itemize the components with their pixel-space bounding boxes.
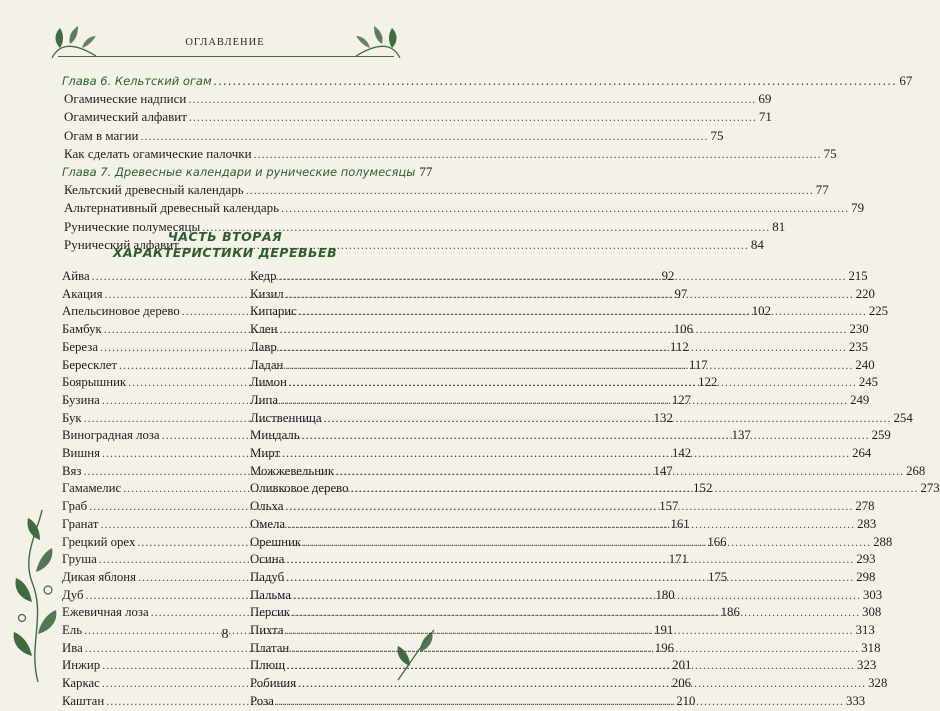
toc-entry-page: 318 bbox=[861, 640, 881, 655]
toc-entry-title: Мирт bbox=[250, 446, 281, 461]
toc-entry-title: Глава 6. Кельтский огам bbox=[62, 74, 212, 88]
toc-entry-title: Клен bbox=[250, 322, 278, 337]
dot-leader bbox=[287, 516, 855, 534]
toc-entry-page: 79 bbox=[851, 200, 865, 216]
toc-entry-page: 112 bbox=[670, 339, 689, 354]
toc-entry-title: Осина bbox=[250, 552, 285, 567]
toc-entry-title: Огам в магии bbox=[64, 127, 139, 143]
dot-leader bbox=[281, 200, 849, 217]
toc-entry-page: 225 bbox=[868, 304, 889, 319]
toc-entry-title: Вишня bbox=[62, 446, 100, 461]
toc-entry-title: Рунический алфавит bbox=[64, 236, 179, 252]
toc-entry-title: Граб bbox=[62, 499, 88, 514]
toc-entry-page: 288 bbox=[873, 534, 893, 549]
toc-entry-page: 77 bbox=[815, 182, 829, 198]
toc-entry bbox=[62, 181, 829, 199]
toc-entry bbox=[62, 145, 837, 163]
toc-entry-page: 323 bbox=[857, 658, 877, 673]
toc-entry-page: 71 bbox=[758, 109, 772, 125]
toc-entry-page: 254 bbox=[893, 410, 913, 425]
toc-entry-title: Лимон bbox=[250, 375, 287, 390]
toc-entry-title: Боярышник bbox=[62, 375, 127, 390]
toc-entry bbox=[62, 108, 772, 126]
dot-leader bbox=[285, 498, 853, 516]
toc-entry-page: 298 bbox=[856, 569, 876, 584]
dot-leader bbox=[351, 480, 919, 498]
toc-entry-page: 117 bbox=[688, 357, 708, 372]
toc-entry-title: Ива bbox=[62, 640, 83, 655]
page-header-title: ОГЛАВЛЕНИЕ bbox=[185, 37, 265, 48]
toc-entry-title: Гранат bbox=[62, 516, 99, 531]
toc-entry-page: 180 bbox=[655, 587, 675, 602]
toc-entry-page: 206 bbox=[671, 676, 692, 691]
dot-leader bbox=[292, 604, 860, 622]
toc-entry-title: Плющ bbox=[250, 658, 286, 673]
toc-entry-page: 249 bbox=[850, 392, 870, 407]
part-subheading: ХАРАКТЕРИСТИКИ ДЕРЕВЬЕВ bbox=[112, 245, 338, 260]
dot-leader bbox=[141, 128, 709, 145]
toc-entry-title: Бересклет bbox=[62, 357, 117, 372]
toc-entry-title: Кельтский древесный календарь bbox=[64, 182, 244, 198]
toc-entry-title: Миндаль bbox=[250, 428, 300, 443]
toc-entry-title: Как сделать огамические палочки bbox=[64, 145, 252, 161]
toc-entry-title: Каркас bbox=[62, 676, 100, 691]
toc-entry-page: 127 bbox=[671, 392, 692, 407]
toc-entry-page: 268 bbox=[906, 463, 926, 478]
toc-entry-page: 132 bbox=[653, 410, 673, 425]
dot-leader bbox=[324, 410, 892, 428]
toc-entry-title: Кедр bbox=[250, 269, 277, 283]
toc-entry bbox=[62, 90, 772, 108]
toc-entry-title: Виноградная лоза bbox=[62, 428, 160, 443]
toc-entry-page: 293 bbox=[856, 552, 876, 567]
toc-entry-title: Падуб bbox=[250, 569, 285, 584]
toc-entry-page: 75 bbox=[710, 127, 724, 143]
toc-entry-title: Огамические надписи bbox=[64, 91, 187, 107]
toc-entry-page: 210 bbox=[676, 693, 696, 708]
toc-entry-page: 264 bbox=[852, 446, 872, 461]
toc-entry-page: 84 bbox=[750, 236, 764, 252]
toc-entry-title: Бук bbox=[62, 410, 82, 425]
dot-leader bbox=[279, 339, 847, 357]
toc-entry-page: 81 bbox=[772, 218, 786, 234]
toc-entry-page: 77 bbox=[419, 164, 433, 180]
toc-entry-page: 313 bbox=[855, 623, 875, 638]
dot-leader bbox=[279, 321, 847, 339]
dot-leader bbox=[282, 445, 850, 463]
toc-entry-title: Можжевельник bbox=[250, 463, 335, 478]
toc-entry-title: Инжир bbox=[62, 658, 101, 673]
toc-entry-title: Ежевичная лоза bbox=[62, 605, 149, 620]
toc-entry-page: 171 bbox=[668, 552, 688, 567]
dot-leader bbox=[293, 587, 861, 605]
toc-entry-page: 240 bbox=[855, 357, 875, 372]
page-number: 8 bbox=[221, 627, 229, 642]
toc-entry-page: 278 bbox=[855, 499, 875, 514]
toc-entry-page: 273 bbox=[920, 481, 940, 496]
dot-leader bbox=[287, 657, 855, 675]
toc-entry-page: 102 bbox=[751, 304, 771, 319]
toc-entry-page: 106 bbox=[673, 322, 693, 337]
toc-entry-title: Персик bbox=[250, 605, 291, 620]
toc-entry-page: 259 bbox=[871, 428, 891, 443]
toc-entry-title: Ольха bbox=[250, 499, 284, 514]
toc-entry-title: Лиственница bbox=[250, 410, 322, 425]
toc-entry-page: 97 bbox=[674, 286, 688, 301]
dot-leader bbox=[285, 357, 853, 375]
toc-entry-title: Вяз bbox=[62, 463, 82, 478]
toc-entry-page: 201 bbox=[672, 658, 692, 673]
dot-leader bbox=[286, 286, 854, 304]
part-heading: ЧАСТЬ ВТОРАЯ bbox=[167, 229, 283, 244]
toc-entry-title: Платан bbox=[250, 640, 290, 655]
dot-leader bbox=[303, 534, 871, 552]
toc-entry bbox=[62, 127, 724, 145]
toc-entry-page: 161 bbox=[670, 516, 690, 531]
toc-entry-title: Лавр bbox=[250, 339, 277, 354]
toc-entry-page: 283 bbox=[857, 516, 877, 531]
dot-leader bbox=[214, 73, 898, 90]
toc-chapter-entry bbox=[62, 163, 433, 181]
toc-entry-page: 245 bbox=[858, 375, 879, 390]
toc-entry-page: 235 bbox=[848, 339, 869, 354]
toc-entry bbox=[62, 199, 865, 217]
toc-entry-page: 308 bbox=[862, 605, 882, 620]
toc-entry-title: Ель bbox=[62, 623, 83, 638]
dot-leader bbox=[298, 675, 866, 693]
toc-entry-page: 122 bbox=[698, 375, 718, 390]
toc-entry-title: Орешник bbox=[250, 534, 302, 549]
toc-entry-page: 186 bbox=[720, 605, 740, 620]
toc-chapter-entry bbox=[62, 72, 913, 90]
dot-leader bbox=[246, 182, 814, 199]
dot-leader bbox=[302, 427, 870, 445]
toc-entry-page: 69 bbox=[758, 91, 772, 107]
chapter-toc bbox=[62, 72, 913, 254]
toc-entry-page: 67 bbox=[899, 73, 913, 88]
toc-entry-title: Кизил bbox=[250, 286, 284, 301]
header-divider bbox=[58, 56, 394, 57]
toc-entry-title: Дикая яблоня bbox=[62, 569, 136, 584]
dot-leader bbox=[278, 268, 846, 286]
toc-entry-title: Береза bbox=[62, 339, 98, 354]
toc-entry-page: 175 bbox=[707, 569, 728, 584]
toc-entry-title: Гамамелис bbox=[62, 481, 122, 496]
toc-entry-title: Каштан bbox=[62, 693, 105, 708]
toc-entry-title: Огамический алфавит bbox=[64, 109, 187, 125]
toc-entry-title: Оливковое дерево bbox=[250, 481, 349, 496]
toc-entry-title: Рунические полумесяцы bbox=[64, 218, 201, 234]
toc-entry-title: Бузина bbox=[62, 392, 100, 407]
dot-leader bbox=[280, 392, 848, 410]
toc-entry-page: 152 bbox=[693, 481, 713, 496]
toc-entry-page: 220 bbox=[855, 286, 875, 301]
dot-leader bbox=[286, 551, 854, 569]
toc-entry-page: 166 bbox=[707, 534, 727, 549]
toc-entry-page: 328 bbox=[868, 676, 888, 691]
toc-entry-title: Акация bbox=[62, 286, 103, 301]
dot-leader bbox=[336, 463, 904, 481]
toc-entry-page: 142 bbox=[671, 446, 692, 461]
toc-entry-title: Липа bbox=[250, 392, 279, 407]
dot-leader bbox=[299, 303, 867, 321]
toc-entry-page: 157 bbox=[659, 499, 679, 514]
toc-entry-page: 303 bbox=[862, 587, 883, 602]
toc-entry-title: Апельсиновое дерево bbox=[62, 304, 180, 319]
toc-entry-page: 196 bbox=[654, 640, 674, 655]
toc-entry-title: Робиния bbox=[250, 676, 297, 691]
dot-leader bbox=[286, 569, 854, 587]
toc-entry-title: Ладан bbox=[250, 357, 284, 372]
toc-entry-page: 137 bbox=[731, 428, 751, 443]
toc-entry-page: 75 bbox=[823, 145, 837, 161]
dot-leader bbox=[188, 91, 756, 108]
toc-entry-title: Альтернативный древесный календарь bbox=[64, 200, 280, 216]
toc-entry-title: Омела bbox=[250, 516, 286, 531]
toc-entry-title: Пальма bbox=[250, 587, 291, 602]
toc-entry-page: 333 bbox=[845, 693, 866, 708]
toc-entry-title: Пихта bbox=[250, 623, 284, 638]
toc-entry-title: Бамбук bbox=[62, 322, 102, 337]
toc-entry-page: 191 bbox=[654, 623, 674, 638]
dot-leader bbox=[276, 693, 844, 711]
toc-entry-title: Дуб bbox=[62, 587, 84, 602]
toc-entry-page: 92 bbox=[661, 269, 675, 283]
toc-entry-title: Роза bbox=[250, 693, 274, 708]
dot-leader bbox=[254, 146, 822, 163]
toc-entry-title: Кипарис bbox=[250, 304, 297, 319]
vine-ornament-icon bbox=[8, 506, 64, 684]
toc-entry-page: 230 bbox=[849, 322, 869, 337]
toc-entry-page: 215 bbox=[848, 269, 868, 283]
toc-entry-title: Грецкий орех bbox=[62, 534, 136, 549]
dot-leader bbox=[189, 109, 757, 126]
toc-entry-title: Айва bbox=[62, 269, 90, 283]
toc-entry-title: Груша bbox=[62, 552, 97, 567]
toc-entry-title: Глава 7. Древесные календари и рунические полумесяцы bbox=[62, 165, 416, 180]
dot-leader bbox=[289, 374, 857, 392]
toc-entry-page: 147 bbox=[653, 463, 673, 478]
